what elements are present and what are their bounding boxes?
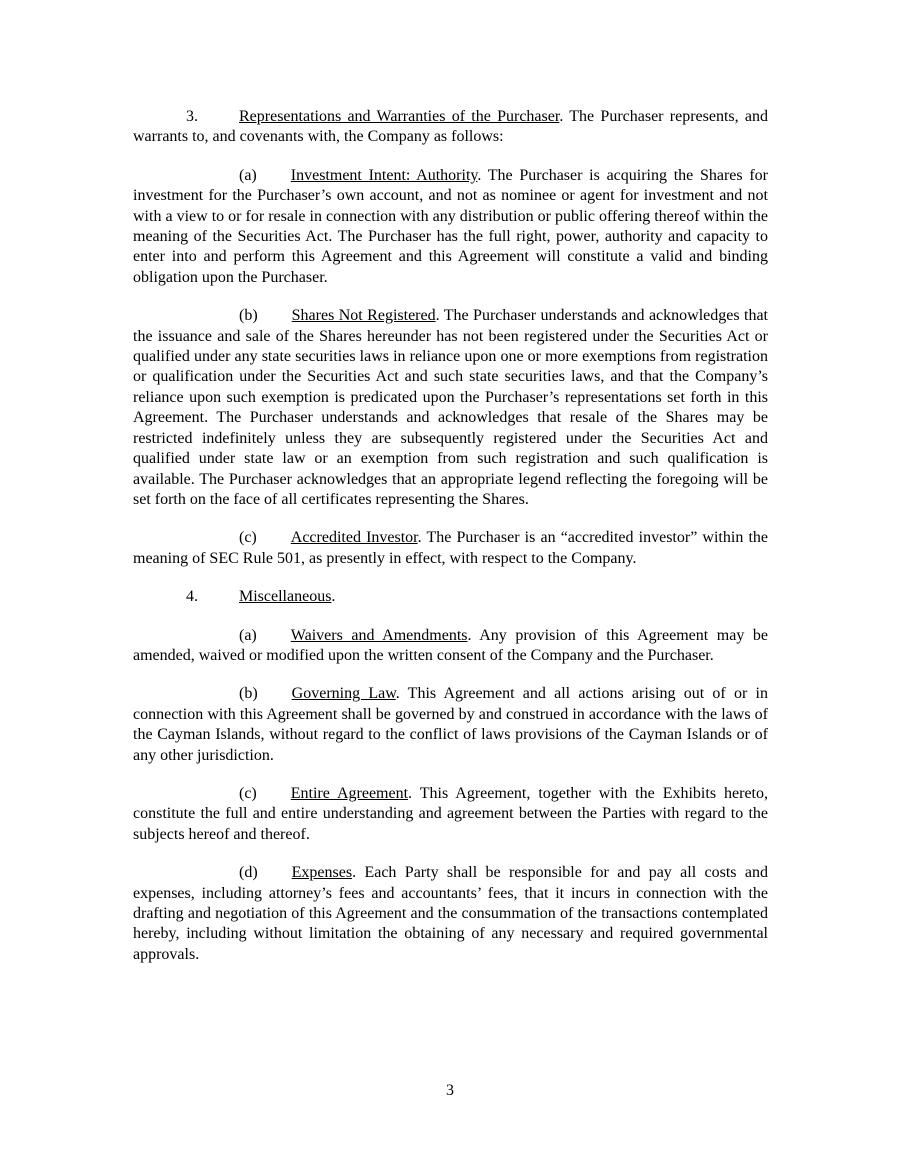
paragraph	[133, 306, 768, 510]
clause-heading: Shares Not Registered	[291, 307, 436, 325]
paragraph	[133, 626, 768, 667]
section-heading: Miscellaneous	[239, 588, 332, 606]
clause-heading: Expenses	[291, 864, 353, 882]
clause-heading: Accredited Investor	[290, 529, 418, 547]
paragraph-text: . The Purchaser is acquiring the Shares for investment for the Purchaser’s own account, and not as nominee or agent for investment and not with a view to or for resale in connection with any distribution or public offering thereof within the meaning of the Securities Act. The Purchaser has the full right, power, authority and capacity to enter into and perform this Agreement and this Agreement will constitute a valid and binding obligation upon the Purchaser.	[133, 166, 769, 286]
clause-label: (c)	[239, 529, 257, 547]
clause-label: (a)	[239, 626, 257, 644]
section-number: 3.	[186, 108, 198, 125]
paragraph	[133, 107, 768, 148]
clause-label: (d)	[239, 864, 258, 882]
paragraph-text: . This Agreement, together with the Exhibits hereto, constitute the full and entire understanding and agreement between the Parties with regard to the subjects hereof and thereof.	[133, 784, 769, 843]
clause-label: (b)	[239, 685, 258, 703]
paragraph	[133, 684, 768, 766]
clause-label: (b)	[239, 307, 258, 325]
paragraph	[133, 863, 768, 965]
paragraph-text: . This Agreement and all actions arising out of or in connection with this Agreement shall be governed by and construed in accordance with the laws of the Cayman Islands, without regard to the conflict of laws provisions of the Cayman Islands or of any other jurisdiction.	[133, 685, 768, 764]
paragraph	[133, 784, 768, 845]
section-heading: Representations and Warranties of the Purchaser	[239, 108, 560, 125]
paragraph-text: .	[331, 588, 336, 606]
clause-label: (c)	[239, 784, 257, 802]
paragraph-text: . Each Party shall be responsible for and pay all costs and expenses, including attorney’s fees and accountants’ fees, that it incurs in connection with the drafting and negotiation of this Agreement and the consummation of the transactions contemplated hereby, including without limitation the obtaining of any necessary and required governmental approvals.	[133, 864, 768, 963]
paragraph	[133, 528, 768, 569]
paragraph	[133, 166, 768, 288]
page-number: 3	[446, 1082, 454, 1099]
clause-heading: Governing Law	[291, 685, 396, 703]
paragraph-text: . Any provision of this Agreement may be amended, waived or modified upon the written consent of the Company and the Purchaser.	[133, 626, 769, 664]
clause-heading: Investment Intent: Authority	[290, 166, 478, 184]
paragraph-text: . The Purchaser understands and acknowledges that the issuance and sale of the Shares hereunder has not been registered under the Securities Act or qualified under any state securities laws in reliance upon one or more exemptions from registration or qualification under the Securities Act and such state securities laws, and that the Company’s reliance upon such exemption is predicated upon the Purchaser’s representations set forth in this Agreement. The Purchaser understands and acknowledges that resale of the Shares may be restricted indefinitely unless they are subsequently registered under the Securities Act and qualified under state law or an exemption from such registration and such qualification is available. The Purchaser acknowledges that an appropriate legend reflecting the foregoing will be set forth on the face of all certificates representing the Shares.	[133, 307, 768, 508]
section-number: 4.	[186, 588, 198, 606]
paragraph-text: . The Purchaser is an “accredited investor” within the meaning of SEC Rule 501, as presently in effect, with respect to the Company.	[133, 529, 768, 567]
clause-heading: Entire Agreement	[290, 784, 409, 802]
clause-label: (a)	[239, 166, 257, 184]
clause-heading: Waivers and Amendments	[290, 626, 468, 644]
paragraph-text: . The Purchaser represents, and warrants to, and covenants with, the Company as follows:	[133, 108, 769, 146]
paragraph	[133, 587, 768, 607]
